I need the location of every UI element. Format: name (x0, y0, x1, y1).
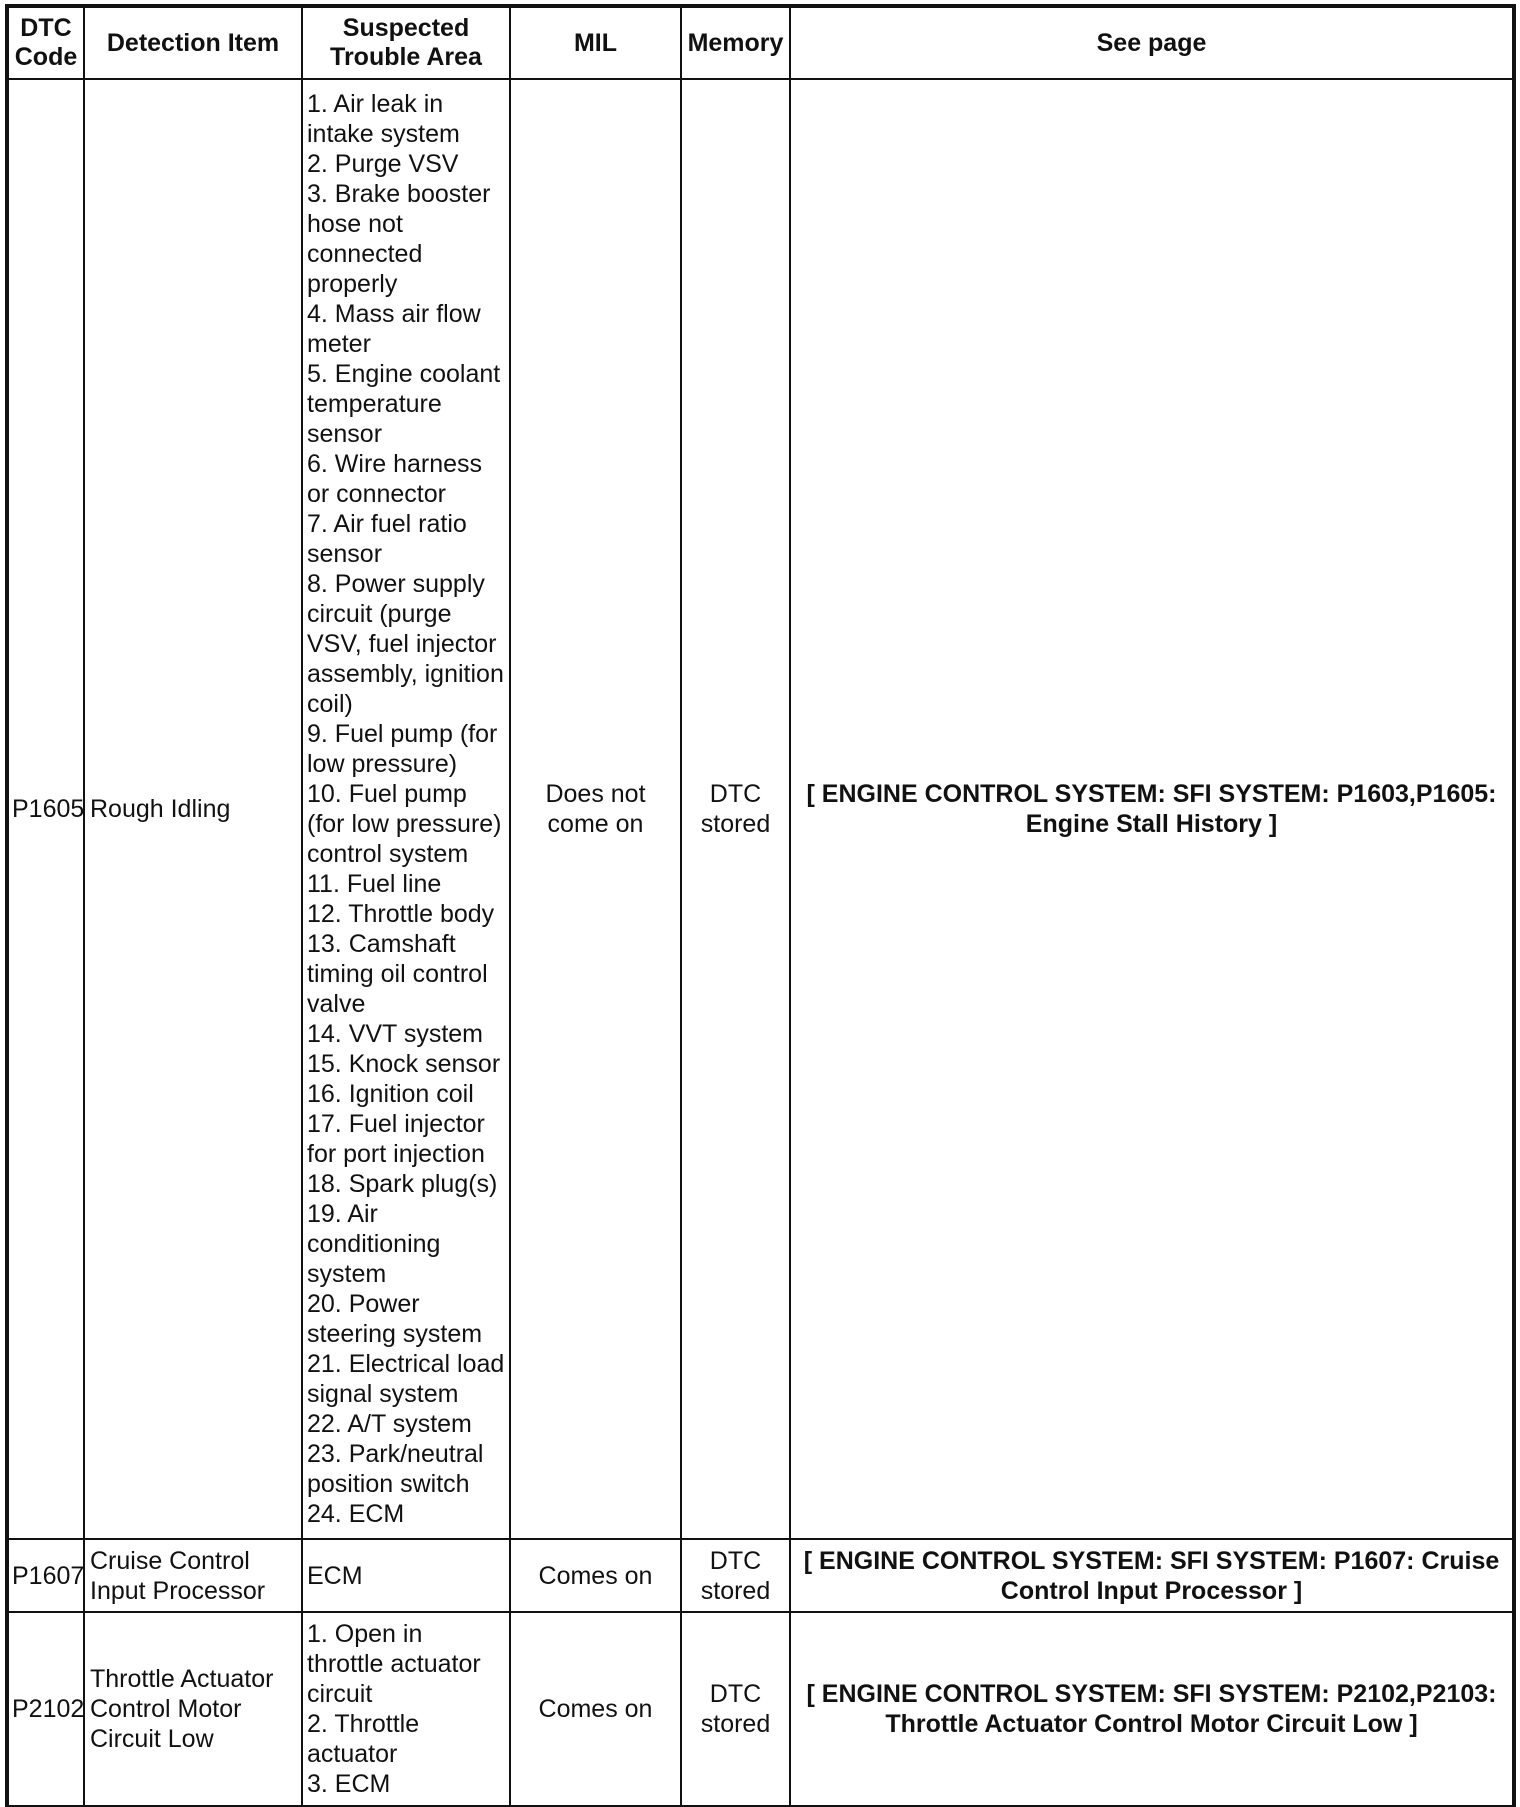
memory-cell: DTC stored (681, 1539, 790, 1612)
trouble-area-item: ECM (307, 1561, 363, 1590)
trouble-area-item: 20. Power steering system (307, 1290, 483, 1348)
trouble-area-item: 22. A/T system (307, 1410, 472, 1438)
trouble-area-item: 1. Open in throttle actuator circuit (307, 1620, 481, 1708)
table-row (8, 79, 1513, 1539)
trouble-area-item: 4. Mass air flow meter (307, 300, 481, 358)
table-row (8, 1612, 1513, 1806)
trouble-area-cell (302, 1539, 510, 1612)
trouble-area-item: 2. Throttle actuator (307, 1710, 420, 1768)
trouble-area-list (307, 1619, 505, 1799)
trouble-area-item: 14. VVT system (307, 1020, 483, 1048)
dtc-code-cell: P1607 (8, 1539, 84, 1612)
trouble-area-list (307, 1561, 505, 1591)
mil-cell: Comes on (510, 1612, 681, 1806)
mil-cell: Does not come on (510, 79, 681, 1539)
trouble-area-list (307, 89, 505, 1529)
header-dtc-code: DTC Code (8, 7, 84, 79)
trouble-area-item: 6. Wire harness or connector (307, 450, 483, 508)
trouble-area-item: 2. Purge VSV (307, 150, 459, 178)
trouble-area-item: 21. Electrical load signal system (307, 1350, 505, 1408)
trouble-area-item: 13. Camshaft timing oil control valve (307, 930, 488, 1018)
memory-cell: DTC stored (681, 79, 790, 1539)
table-row (8, 1539, 1513, 1612)
header-detection-item: Detection Item (84, 7, 302, 79)
table-header (8, 7, 1513, 79)
trouble-area-item: 5. Engine coolant temperature sensor (307, 360, 501, 448)
trouble-area-item: 18. Spark plug(s) (307, 1170, 498, 1198)
trouble-area-item: 19. Air conditioning system (307, 1200, 441, 1288)
see-page-cell: [ ENGINE CONTROL SYSTEM: SFI SYSTEM: P1607: Cruise Control Input Processor ] (790, 1539, 1513, 1612)
mil-cell: Comes on (510, 1539, 681, 1612)
trouble-area-item: 7. Air fuel ratio sensor (307, 510, 467, 568)
header-suspected-trouble-area: Suspected Trouble Area (302, 7, 510, 79)
dtc-code-cell: P1605 (8, 79, 84, 1539)
trouble-area-cell (302, 79, 510, 1539)
memory-cell: DTC stored (681, 1612, 790, 1806)
trouble-area-item: 24. ECM (307, 1500, 405, 1528)
trouble-area-item: 17. Fuel injector for port injection (307, 1110, 485, 1168)
see-page-cell: [ ENGINE CONTROL SYSTEM: SFI SYSTEM: P2102,P2103: Throttle Actuator Control Motor Circuit Low ] (790, 1612, 1513, 1806)
trouble-area-item: 1. Air leak in intake system (307, 90, 460, 148)
see-page-cell: [ ENGINE CONTROL SYSTEM: SFI SYSTEM: P1603,P1605: Engine Stall History ] (790, 79, 1513, 1539)
header-mil: MIL (510, 7, 681, 79)
header-row (8, 7, 1513, 79)
trouble-area-item: 8. Power supply circuit (purge VSV, fuel injector assembly, ignition coil) (307, 570, 504, 718)
trouble-area-cell (302, 1612, 510, 1806)
trouble-area-item: 9. Fuel pump (for low pressure) (307, 720, 498, 778)
trouble-area-item: 3. Brake booster hose not connected properly (307, 180, 491, 298)
detection-item-cell: Cruise Control Input Processor (84, 1539, 302, 1612)
dtc-code-cell: P2102 (8, 1612, 84, 1806)
dtc-table (7, 6, 1514, 1807)
trouble-area-item: 15. Knock sensor (307, 1050, 501, 1078)
trouble-area-item: 12. Throttle body (307, 900, 495, 928)
trouble-area-item: 16. Ignition coil (307, 1080, 474, 1108)
trouble-area-item: 23. Park/neutral position switch (307, 1440, 484, 1498)
trouble-area-item: 10. Fuel pump (for low pressure) control system (307, 780, 502, 868)
header-see-page: See page (790, 7, 1513, 79)
header-memory: Memory (681, 7, 790, 79)
trouble-area-item: 3. ECM (307, 1770, 391, 1798)
detection-item-cell: Throttle Actuator Control Motor Circuit Low (84, 1612, 302, 1806)
trouble-area-item: 11. Fuel line (307, 870, 442, 898)
table-body (8, 79, 1513, 1806)
detection-item-cell: Rough Idling (84, 79, 302, 1539)
